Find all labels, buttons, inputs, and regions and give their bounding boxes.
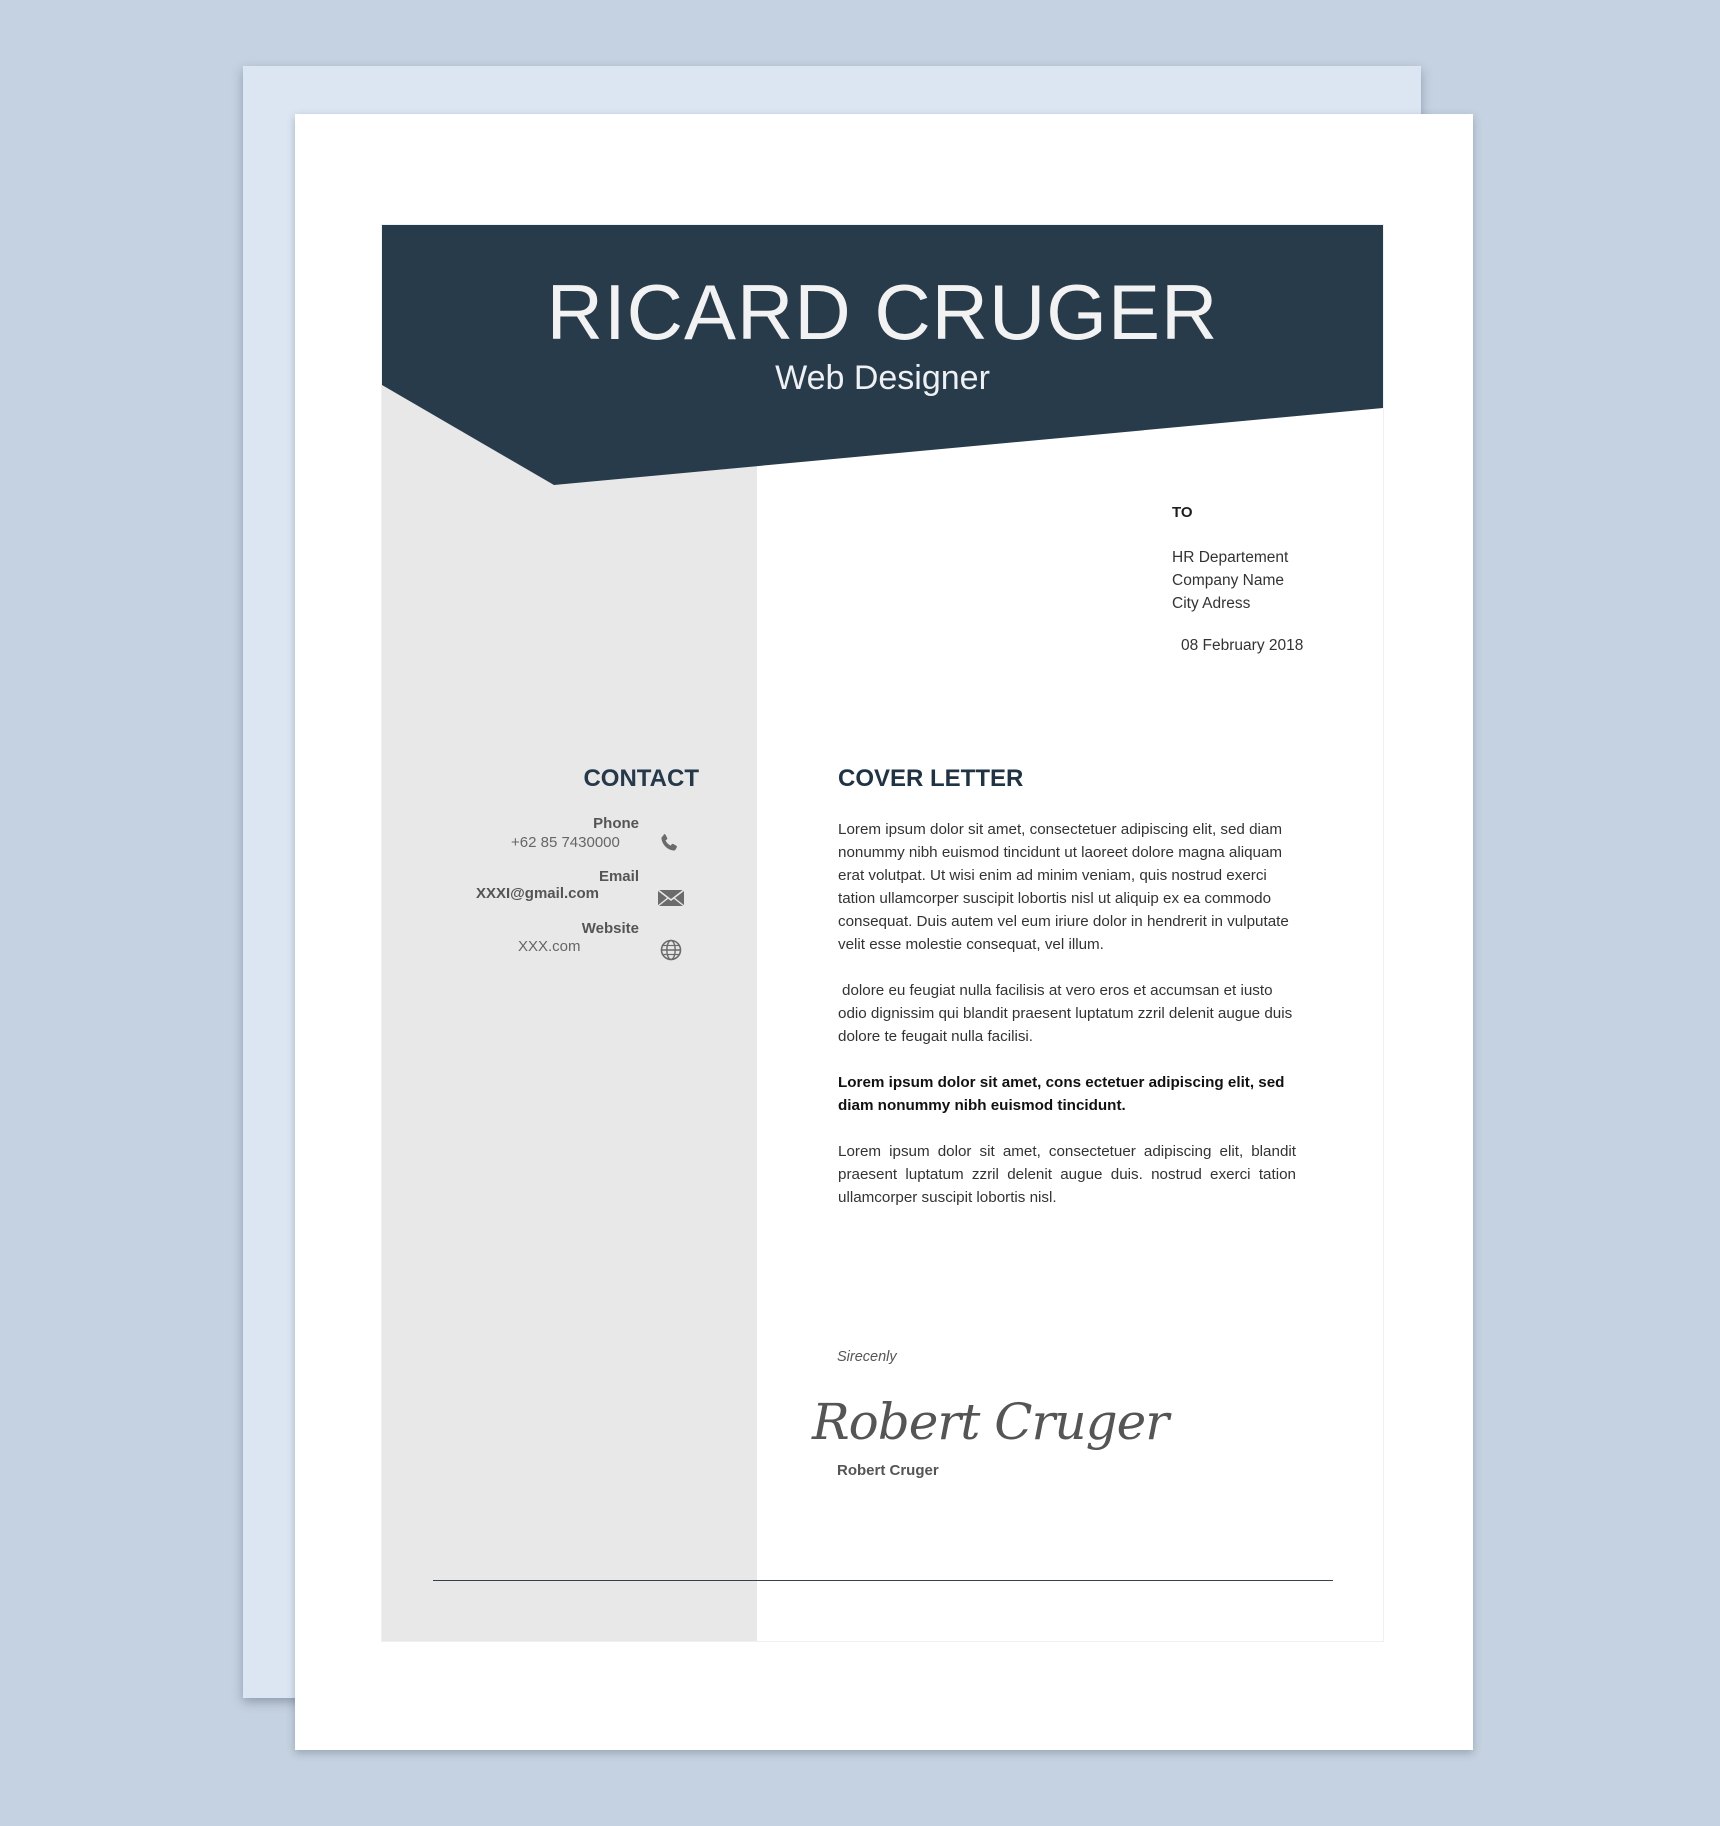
email-value: XXXI@gmail.com bbox=[476, 885, 599, 902]
letter-date: 08 February 2018 bbox=[1181, 637, 1304, 654]
recipient-line: HR Departement bbox=[1172, 549, 1289, 566]
recipient-line: Company Name bbox=[1172, 572, 1284, 589]
cover-letter-page bbox=[381, 224, 1384, 1642]
letter-paragraph: dolore eu feugiat nulla facilisis at vero eros et accumsan et iusto odio dignissim qui blandit praesent luptatum zzril delenit augue duis dolore te feugait nulla facilisi. bbox=[838, 982, 1293, 1045]
recipient-block bbox=[1172, 501, 1288, 615]
phone-value: +62 85 7430000 bbox=[511, 834, 620, 851]
phone-label: Phone bbox=[593, 815, 639, 832]
letter-paragraph: Lorem ipsum dolor sit amet, consectetuer adipiscing elit, sed diam nonummy nibh euismod tincidunt ut laoreet dolore magna aliquam erat volutpat. Ut wisi enim ad minim veniam, quis nostrud exerci tation ullamcorper suscipit lobortis nisl ut aliquip ex ea commodo consequat. Duis autem vel eum iriure dolor in hendrerit in vulputate velit esse molestie consequat, vel illum. bbox=[838, 821, 1289, 953]
website-value: XXX.com bbox=[518, 938, 581, 955]
handwritten-signature: Robert Cruger bbox=[812, 1393, 1169, 1451]
cover-letter-title: COVER LETTER bbox=[838, 765, 1024, 792]
to-label: TO bbox=[1172, 504, 1193, 521]
signer-name: Robert Cruger bbox=[837, 1462, 939, 1479]
applicant-role: Web Designer bbox=[775, 359, 990, 397]
email-label: Email bbox=[598, 868, 639, 885]
globe-icon bbox=[660, 939, 682, 961]
bottom-divider bbox=[433, 1580, 1333, 1581]
contact-title: CONTACT bbox=[583, 765, 699, 792]
closing-text: Sirecenly bbox=[837, 1349, 897, 1365]
applicant-name: RICARD CRUGER bbox=[546, 268, 1219, 356]
recipient-line: City Adress bbox=[1172, 595, 1251, 612]
letter-paragraph-bold: Lorem ipsum dolor sit amet, cons ectetuer adipiscing elit, sed diam nonummy nibh euismod tincidunt. bbox=[838, 1074, 1285, 1114]
website-label: Website bbox=[581, 920, 639, 937]
envelope-icon bbox=[657, 889, 685, 907]
letter-paragraph: Lorem ipsum dolor sit amet, consectetuer adipiscing elit, blandit praesent luptatum zzril delenit augue duis. nostrud exerci tation ullamcorper suscipit lobortis nisl. bbox=[838, 1143, 1296, 1206]
phone-icon bbox=[658, 831, 680, 855]
